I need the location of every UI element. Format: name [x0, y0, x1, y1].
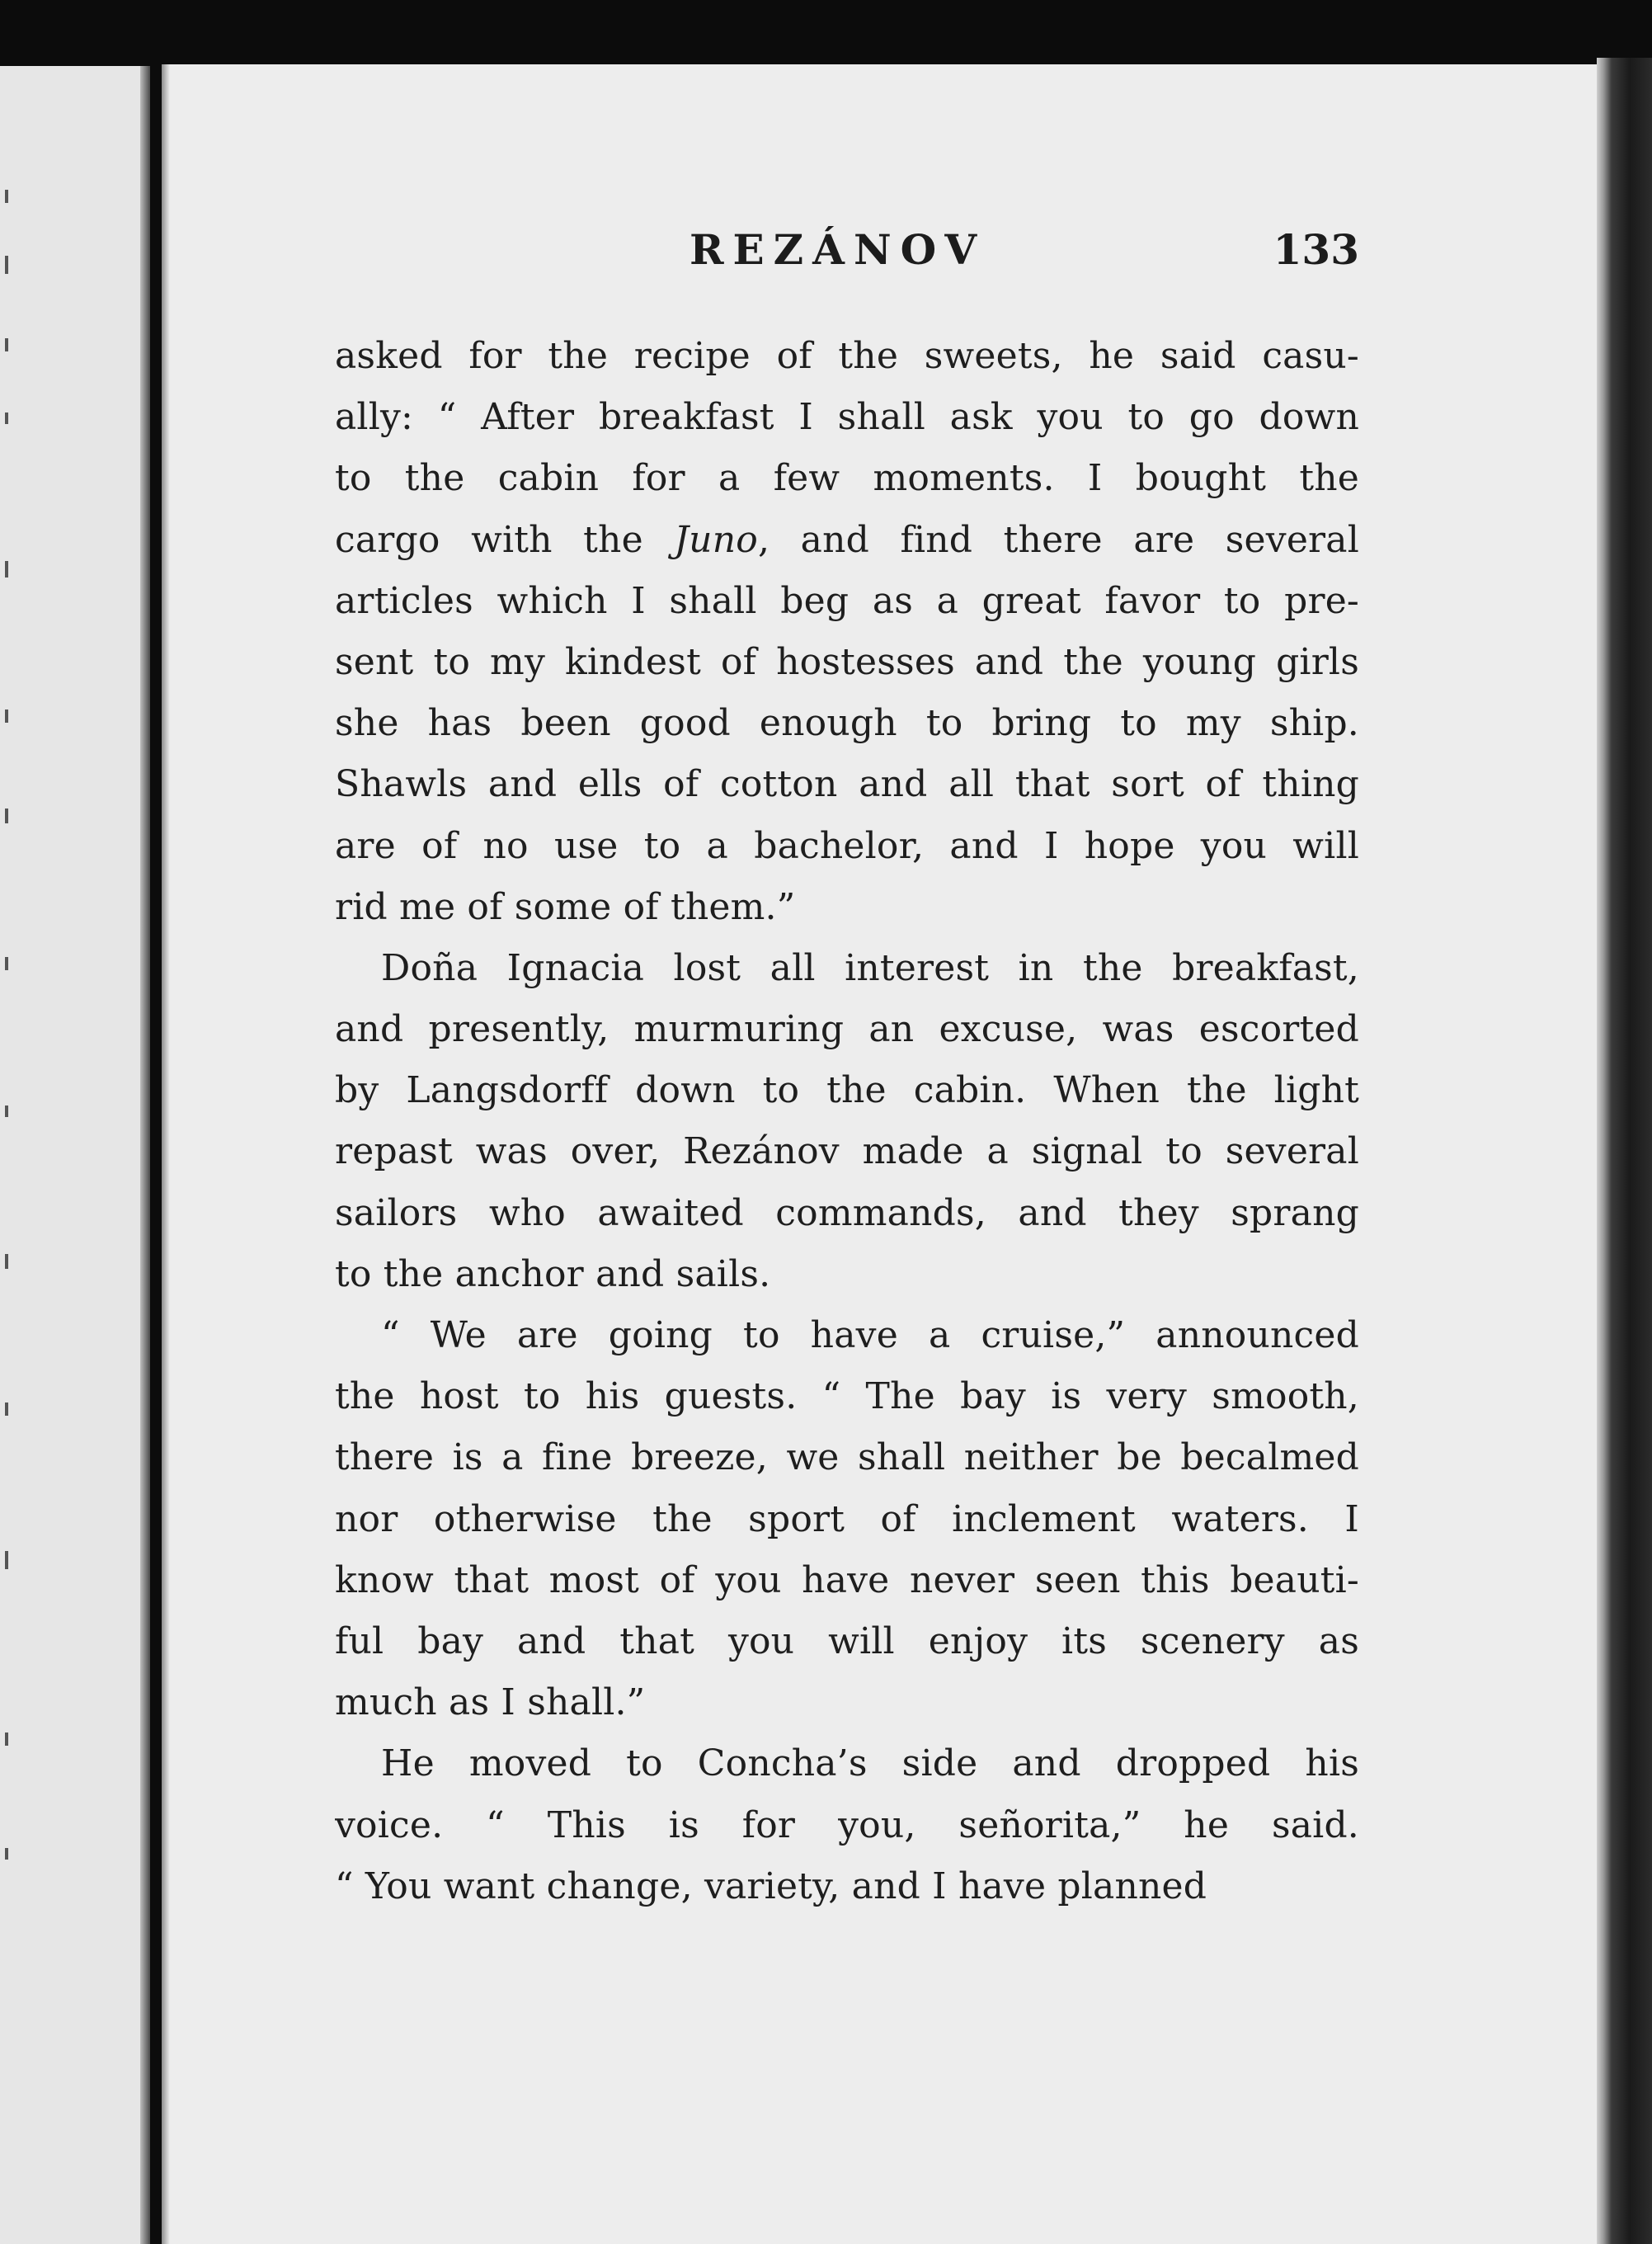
text-line: and presently, murmuring an excuse, was escorted — [335, 1008, 1359, 1051]
page-inner-shadow — [162, 64, 170, 2244]
text-line: Doña Ignacia lost all interest in the breakfast, — [381, 946, 1359, 989]
text-line: she has been good enough to bring to my ship. — [335, 702, 1359, 745]
facing-page-mark — [5, 1848, 8, 1860]
facing-page-mark — [5, 1106, 8, 1117]
text-line: are of no use to a bachelor, and I hope you will — [335, 824, 1359, 867]
text-line: asked for the recipe of the sweets, he said casu- — [335, 335, 1359, 377]
book-gutter — [140, 66, 150, 2244]
text-line: sent to my kindest of hostesses and the young girls — [335, 640, 1359, 683]
text-line: cargo with the Juno, and find there are several — [335, 518, 1359, 561]
facing-page-mark — [5, 190, 8, 203]
running-title: REZÁNOV — [690, 225, 986, 274]
facing-page-mark — [5, 1254, 8, 1269]
text-line: by Langsdorff down to the cabin. When the light — [335, 1069, 1359, 1112]
facing-page-edge — [0, 66, 150, 2244]
facing-page-mark — [5, 1732, 8, 1746]
text-line: to the cabin for a few moments. I bought the — [335, 457, 1359, 500]
facing-page-mark — [5, 561, 8, 578]
text-line: the host to his guests. “ The bay is very smooth, — [335, 1375, 1359, 1418]
text-line: ally: “ After breakfast I shall ask you to go down — [335, 396, 1359, 439]
body-text — [335, 326, 1359, 1917]
facing-page-mark — [5, 412, 8, 424]
text-line: He moved to Concha’s side and dropped his — [381, 1742, 1359, 1785]
facing-page-mark — [5, 957, 8, 970]
ship-name: Juno — [674, 518, 758, 561]
text-line: rid me of some of them.” — [335, 885, 796, 928]
text-line: much as I shall.” — [335, 1681, 646, 1724]
facing-page-mark — [5, 338, 8, 351]
facing-page-mark — [5, 808, 8, 823]
text-line: “ You want change, variety, and I have planned — [335, 1864, 1207, 1907]
text-line: Shawls and ells of cotton and all that sort of thing — [335, 763, 1359, 806]
text-line: nor otherwise the sport of inclement waters. I — [335, 1497, 1359, 1540]
text-line: ful bay and that you will enjoy its scenery as — [335, 1619, 1359, 1662]
text-line: “ We are going to have a cruise,” announced — [381, 1314, 1359, 1356]
book-binding-edge — [1597, 58, 1652, 2244]
text-line: there is a fine breeze, we shall neither be becalmed — [335, 1436, 1359, 1479]
text-line: articles which I shall beg as a great favor to pre- — [335, 579, 1359, 622]
facing-page-mark — [5, 256, 8, 274]
facing-page-mark — [5, 1402, 8, 1416]
facing-page-mark — [5, 1551, 8, 1569]
running-head — [335, 221, 1359, 279]
page-number: 133 — [1273, 225, 1359, 274]
text-line: repast was over, Rezánov made a signal to several — [335, 1130, 1359, 1173]
text-line: sailors who awaited commands, and they sprang — [335, 1191, 1359, 1234]
text-line: to the anchor and sails. — [335, 1252, 771, 1295]
text-line: voice. “ This is for you, señorita,” he said. — [335, 1803, 1359, 1846]
facing-page-mark — [5, 710, 8, 723]
text-line: know that most of you have never seen this beauti- — [335, 1558, 1359, 1601]
